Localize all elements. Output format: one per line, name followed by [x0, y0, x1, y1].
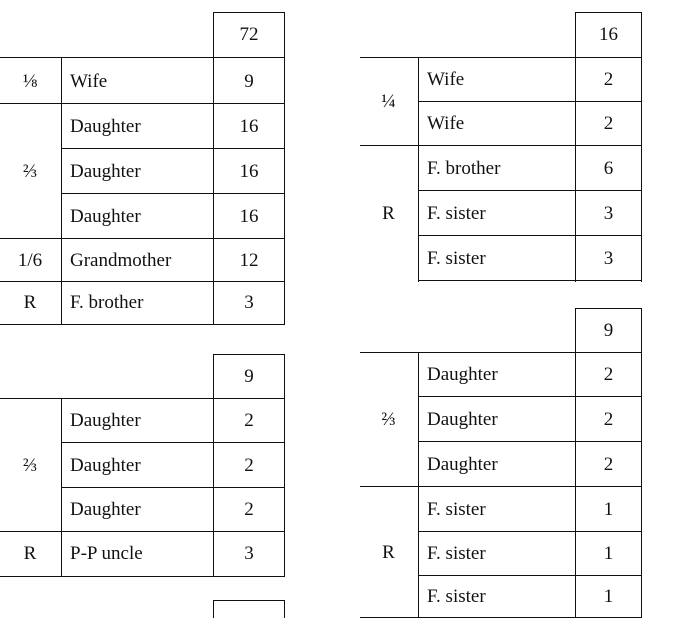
table-rule — [360, 352, 642, 353]
portion-cell: 2 — [603, 408, 614, 430]
table-rule — [418, 57, 419, 282]
table-rule — [418, 352, 419, 618]
portion-cell: 16 — [239, 160, 259, 182]
table-rule — [418, 441, 642, 442]
portion-cell: 2 — [244, 454, 254, 476]
table-rule — [360, 145, 642, 146]
heir-cell: Wife — [427, 69, 465, 90]
table-rule — [641, 308, 642, 618]
heir-cell: Wife — [427, 113, 465, 134]
table-rule — [418, 190, 642, 191]
heir-cell: Daughter — [427, 453, 498, 475]
portion-cell: 2 — [244, 410, 254, 431]
table-rule — [0, 281, 285, 282]
table-rule — [418, 235, 642, 236]
heir-cell: Daughter — [427, 364, 498, 385]
portion-cell: 2 — [603, 69, 614, 90]
share-cell: R — [23, 292, 37, 313]
table-rule — [213, 12, 214, 325]
table-rule — [418, 396, 642, 397]
table-rule — [284, 354, 285, 577]
base-cell: 72 — [239, 24, 259, 45]
table-rule — [0, 238, 285, 239]
portion-cell: 16 — [239, 205, 259, 227]
portion-cell: 3 — [244, 292, 254, 313]
heir-cell: Daughter — [70, 205, 141, 227]
table-rule — [213, 12, 285, 13]
portion-cell: 1 — [603, 498, 614, 520]
share-cell: R — [382, 202, 395, 224]
table-rule — [284, 12, 285, 325]
base-cell: 16 — [599, 24, 618, 45]
base-cell: 9 — [244, 365, 254, 387]
portion-cell: 12 — [239, 249, 259, 271]
share-cell: ⅔ — [22, 454, 38, 476]
heir-cell: F. sister — [427, 202, 486, 224]
portion-cell: 9 — [244, 70, 254, 92]
table-rule — [0, 531, 285, 532]
table-rule — [61, 442, 285, 443]
share-cell: R — [23, 543, 37, 564]
table-rule — [284, 600, 285, 618]
table-rule — [575, 12, 576, 282]
share-cell: ¼ — [381, 91, 396, 112]
portion-cell: 2 — [244, 499, 254, 520]
heir-cell: F. sister — [427, 586, 486, 607]
table-rule — [575, 308, 576, 618]
table-rule — [61, 193, 285, 194]
portion-cell: 16 — [239, 115, 259, 137]
heir-cell: Wife — [70, 70, 108, 92]
share-cell: ⅛ — [22, 70, 38, 92]
table-rule — [418, 575, 642, 576]
table-rule — [213, 354, 214, 577]
portion-cell: 1 — [603, 586, 614, 607]
portion-cell: 2 — [603, 453, 614, 475]
table-rule — [641, 12, 642, 282]
table-rule — [418, 280, 642, 281]
heir-cell: Daughter — [70, 454, 141, 476]
heir-cell: Daughter — [70, 499, 141, 520]
table-rule — [0, 103, 285, 104]
heir-cell: P-P uncle — [70, 543, 143, 564]
heir-cell: Daughter — [70, 410, 141, 431]
table-rule — [360, 486, 642, 487]
portion-cell: 1 — [603, 543, 614, 564]
table-rule — [418, 101, 642, 102]
heir-cell: Daughter — [70, 115, 141, 137]
heir-cell: Daughter — [427, 408, 498, 430]
heir-cell: F. sister — [427, 543, 486, 564]
share-cell: ⅔ — [381, 409, 396, 430]
table-rule — [0, 57, 285, 58]
heir-cell: Grandmother — [70, 249, 172, 271]
table-rule — [61, 487, 285, 488]
heir-cell: F. sister — [427, 247, 486, 269]
heir-cell: F. brother — [427, 157, 501, 179]
table-rule — [575, 12, 642, 13]
table-rule — [213, 600, 285, 601]
portion-cell: 3 — [603, 247, 614, 269]
table-rule — [0, 324, 285, 325]
table-rule — [575, 308, 642, 309]
table-rule — [213, 354, 285, 355]
table-rule — [418, 531, 642, 532]
base-cell: 9 — [603, 319, 614, 341]
table-rule — [360, 57, 642, 58]
share-cell: 1/6 — [17, 249, 43, 271]
heir-cell: F. brother — [70, 292, 144, 313]
table-rule — [61, 148, 285, 149]
table-rule — [0, 576, 285, 577]
portion-cell: 2 — [603, 364, 614, 385]
table-rule — [61, 57, 62, 325]
table-rule — [0, 398, 285, 399]
portion-cell: 6 — [603, 157, 614, 179]
table-rule — [213, 600, 214, 618]
share-cell: R — [382, 541, 395, 563]
portion-cell: 3 — [603, 202, 614, 224]
portion-cell: 3 — [244, 543, 254, 564]
heir-cell: Daughter — [70, 160, 141, 182]
portion-cell: 2 — [603, 113, 614, 134]
heir-cell: F. sister — [427, 498, 486, 520]
share-cell: ⅔ — [22, 160, 38, 182]
